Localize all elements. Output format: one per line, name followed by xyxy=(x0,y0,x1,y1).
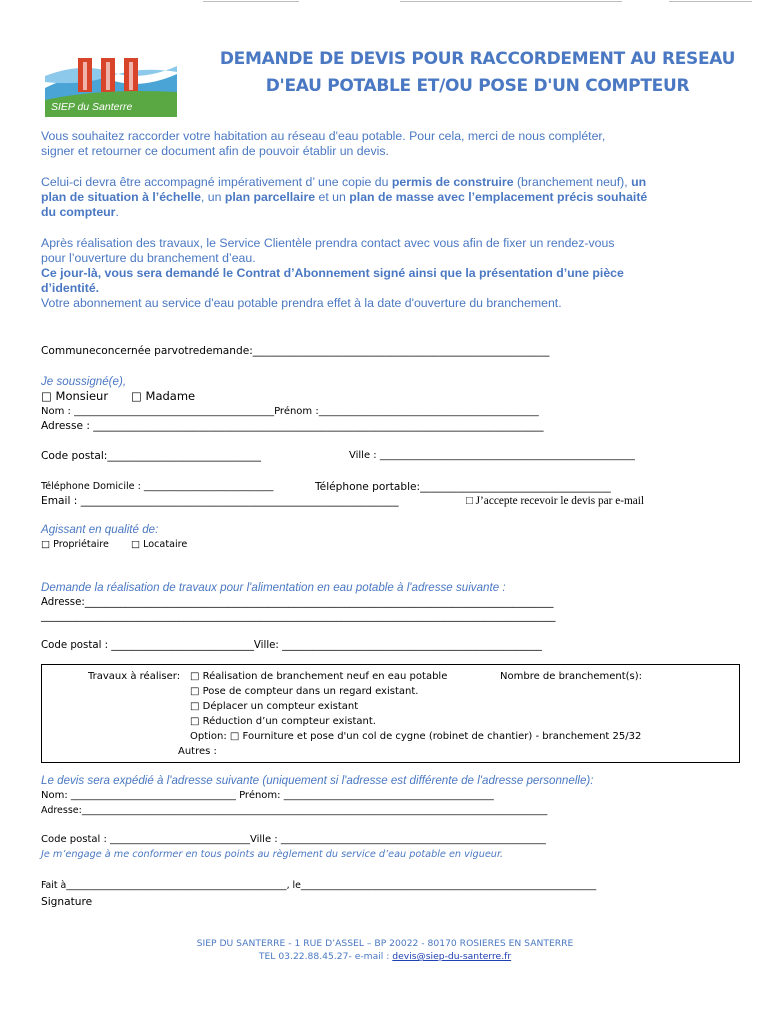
je-soussigne-label: Je soussigné(e), xyxy=(41,375,127,388)
proprietaire-checkbox[interactable]: □ Propriétaire xyxy=(41,539,109,550)
monsieur-checkbox[interactable]: □ Monsieur xyxy=(41,389,109,403)
madame-checkbox[interactable]: □ Madame xyxy=(131,389,196,403)
nom-prenom-field[interactable]: Nom : ________________________________________Prénom :____________________________________________ xyxy=(41,406,539,417)
adresse-travaux-line2[interactable]: _____________________________________________________________________________________________________ xyxy=(41,611,556,622)
commune-field[interactable]: Communeconcernée parvotredemande:________________________________________________________ xyxy=(41,345,550,357)
code-postal-field[interactable]: Code postal:_____________________________ xyxy=(41,450,261,462)
travaux-option-pose[interactable]: □ Pose de compteur dans un regard existant. xyxy=(190,686,419,697)
top-rule xyxy=(400,1,622,2)
code-postal-ville-travaux-field[interactable]: Code postal : ____________________________Ville: ___________________________________________________ xyxy=(41,640,542,651)
nombre-branchements-field[interactable]: Nombre de branchement(s): xyxy=(500,671,643,682)
adresse-travaux-field[interactable]: Adresse:____________________________________________________________________________________________ xyxy=(41,597,554,608)
telephone-domicile-field[interactable]: Téléphone Domicile : ___________________________ xyxy=(41,481,274,492)
top-rule xyxy=(203,1,299,2)
adresse-field[interactable]: Adresse : _____________________________________________________________________________________ xyxy=(41,420,544,432)
rendezvous-text xyxy=(41,236,731,311)
logo xyxy=(41,48,179,117)
page-title-line2: D'EAU POTABLE ET/OU POSE D'UN COMPTEUR xyxy=(265,76,690,96)
intro-text xyxy=(41,129,731,159)
documents-text: Celui-ci devra être accompagné impérativement d’ une copie du permis de construire (branchement neuf), un plan de situation à l’échelle, un plan parcellaire et un plan de masse avec l’emplacement précis souhaité du compteur. xyxy=(41,175,648,219)
intro-bold-line: d’identité. xyxy=(41,281,100,295)
adresse-devis-field[interactable]: Adresse:__________________________________________________________________________________________________ xyxy=(41,805,548,816)
logo-text: SIEP du Santerre xyxy=(51,101,133,113)
fait-a-field[interactable]: Fait à_______________________________________________, le_______________________________________________________________ xyxy=(41,880,597,891)
footer-address: SIEP DU SANTERRE - 1 RUE D’ASSEL – BP 20022 - 80170 ROSIERES EN SANTERRE xyxy=(196,938,574,949)
signature-label: Signature xyxy=(41,896,93,908)
intro-bold-line: Ce jour-là, vous sera demandé le Contrat d’Abonnement signé ainsi que la présentation d’une pièce xyxy=(41,266,624,280)
code-postal-ville-devis-field[interactable]: Code postal : ____________________________Ville : _____________________________________________________ xyxy=(41,834,546,845)
intro-line: Vous souhaitez raccorder votre habitation au réseau d'eau potable. Pour cela, merci de nous compléter, xyxy=(41,129,606,143)
intro-line: pour l’ouverture du branchement d’eau. xyxy=(41,251,256,265)
page-title: DEMANDE DE DEVIS POUR RACCORDEMENT AU RESEAU xyxy=(219,49,736,69)
telephone-portable-field[interactable]: Téléphone portable:____________________________________ xyxy=(315,481,611,493)
intro-line: Votre abonnement au service d'eau potable prendra effet à la date d'ouverture du branchement. xyxy=(41,296,562,310)
footer-email-link[interactable]: devis@siep-du-santerre.fr xyxy=(392,951,512,962)
travaux-option-branchement[interactable]: □ Réalisation de branchement neuf en eau potable xyxy=(190,671,448,682)
autres-field[interactable]: Autres : xyxy=(178,746,217,757)
top-rule xyxy=(669,1,752,2)
ville-field[interactable]: Ville : ___________________________________________________ xyxy=(349,450,635,461)
footer-tel: TEL 03.22.88.45.27- e-mail : xyxy=(258,951,393,962)
engagement-text: Je m’engage à me conformer en tous points au règlement du service d’eau potable en vigueur. xyxy=(41,849,504,860)
intro-line: Après réalisation des travaux, le Service Clientèle prendra contact avec vous afin de fixer un rendez-vous xyxy=(41,236,615,250)
travaux-label: Travaux à réaliser: xyxy=(88,671,181,682)
demande-label: Demande la réalisation de travaux pour l'alimentation en eau potable à l'adresse suivante : xyxy=(41,581,506,594)
email-field[interactable]: Email : ____________________________________________________________ xyxy=(41,495,399,507)
footer-contact xyxy=(0,951,770,962)
travaux-option-deplacer[interactable]: □ Déplacer un compteur existant xyxy=(190,701,359,712)
locataire-checkbox[interactable]: □ Locataire xyxy=(131,539,188,550)
travaux-option-reduction[interactable]: □ Réduction d’un compteur existant. xyxy=(190,716,376,727)
option-col-de-cygne[interactable]: Option: □ Fourniture et pose d'un col de cygne (robinet de chantier) - branchement 25/32 xyxy=(190,731,642,742)
agissant-label: Agissant en qualité de: xyxy=(41,523,159,536)
intro-line: signer et retourner ce document afin de pouvoir établir un devis. xyxy=(41,144,389,158)
devis-adresse-label: Le devis sera expédié à l'adresse suivante (uniquement si l'adresse est différente de l'adresse personnelle): xyxy=(41,774,594,787)
email-accept-checkbox[interactable]: □ J’accepte recevoir le devis par e-mail xyxy=(466,495,645,507)
nom-prenom-devis-field[interactable]: Nom: _________________________________ Prénom: __________________________________________ xyxy=(41,790,494,801)
